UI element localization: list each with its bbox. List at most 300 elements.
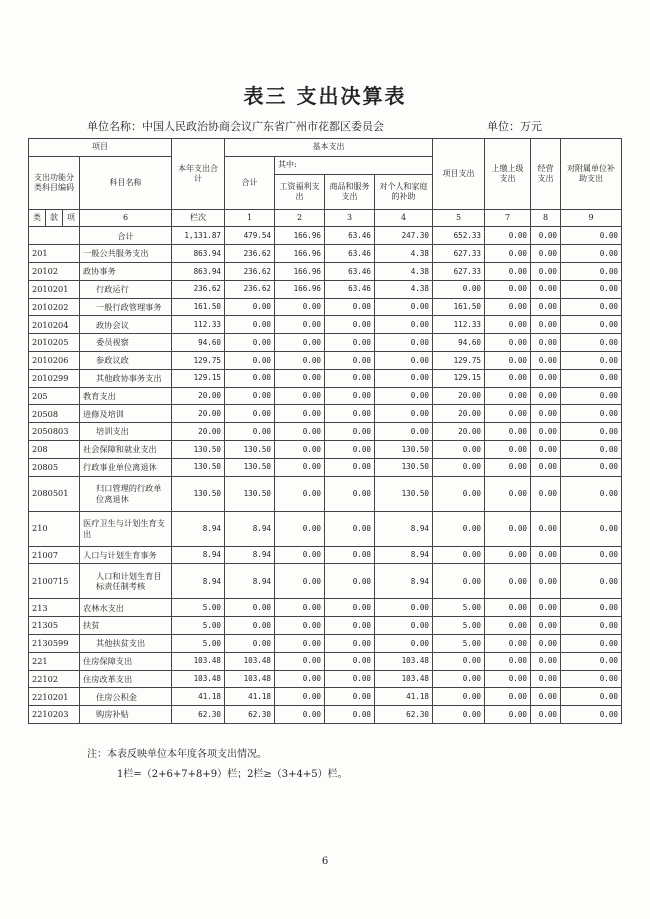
table-row [29, 634, 622, 652]
row-value-col-8: 0.00 [531, 564, 561, 599]
row-value-col-9: 0.00 [561, 351, 622, 369]
row-value-col-8: 0.00 [531, 298, 561, 316]
row-value-col-8: 0.00 [531, 351, 561, 369]
row-code: 208 [29, 440, 80, 458]
row-code: 21305 [29, 617, 80, 635]
table-row [29, 280, 622, 298]
row-name: 教育支出 [80, 387, 172, 405]
row-value-col-1: 20.00 [172, 423, 225, 441]
row-value-col-2: 8.94 [225, 564, 275, 599]
row-name: 医疗卫生与计划生育支出 [80, 511, 172, 546]
row-value-col-4: 0.00 [325, 298, 375, 316]
row-code: 213 [29, 599, 80, 617]
row-name: 合计 [80, 227, 172, 245]
header-xiang: 项 [63, 209, 80, 227]
table-row [29, 599, 622, 617]
row-value-col-7: 0.00 [485, 280, 531, 298]
row-value-col-5: 130.50 [375, 440, 433, 458]
row-value-col-6: 129.75 [433, 351, 485, 369]
row-value-col-3: 0.00 [275, 440, 325, 458]
row-value-col-4: 0.00 [325, 599, 375, 617]
row-value-col-2: 103.48 [225, 652, 275, 670]
header-kuan: 款 [46, 209, 63, 227]
header-col-3: 3 [325, 209, 375, 227]
row-value-col-4: 0.00 [325, 634, 375, 652]
row-value-col-6: 0.00 [433, 670, 485, 688]
row-value-col-3: 0.00 [275, 405, 325, 423]
row-value-col-5: 0.00 [375, 334, 433, 352]
header-col-1: 1 [225, 209, 275, 227]
table-header [29, 139, 622, 227]
row-value-col-9: 0.00 [561, 334, 622, 352]
row-value-col-5: 103.48 [375, 670, 433, 688]
row-value-col-5: 0.00 [375, 316, 433, 334]
row-value-col-5: 0.00 [375, 351, 433, 369]
table-row [29, 227, 622, 245]
row-value-col-2: 0.00 [225, 617, 275, 635]
row-value-col-8: 0.00 [531, 706, 561, 724]
row-value-col-1: 863.94 [172, 262, 225, 280]
row-value-col-4: 0.00 [325, 458, 375, 476]
row-value-col-7: 0.00 [485, 298, 531, 316]
unit-line [87, 118, 547, 134]
row-value-col-7: 0.00 [485, 546, 531, 564]
row-name: 社会保障和就业支出 [80, 440, 172, 458]
row-code: 2080501 [29, 476, 80, 511]
row-value-col-6: 0.00 [433, 564, 485, 599]
row-value-col-1: 94.60 [172, 334, 225, 352]
row-value-col-4: 0.00 [325, 440, 375, 458]
row-value-col-7: 0.00 [485, 634, 531, 652]
row-value-col-6: 0.00 [433, 546, 485, 564]
row-value-col-4: 63.46 [325, 245, 375, 263]
row-value-col-6: 0.00 [433, 476, 485, 511]
row-value-col-9: 0.00 [561, 670, 622, 688]
header-basic-sum: 合计 [225, 156, 275, 209]
row-value-col-8: 0.00 [531, 688, 561, 706]
page-number: 6 [321, 856, 329, 867]
row-value-col-8: 0.00 [531, 440, 561, 458]
row-value-col-1: 20.00 [172, 387, 225, 405]
row-value-col-5: 247.30 [375, 227, 433, 245]
row-code: 20508 [29, 405, 80, 423]
row-name: 其他扶贫支出 [80, 634, 172, 652]
row-value-col-5: 0.00 [375, 405, 433, 423]
table-row [29, 652, 622, 670]
row-value-col-2: 103.48 [225, 670, 275, 688]
header-xiangmu: 项目 [29, 139, 172, 157]
table-row [29, 369, 622, 387]
header-personal: 对个人和家庭的补助 [375, 174, 433, 209]
row-value-col-3: 0.00 [275, 476, 325, 511]
row-value-col-5: 0.00 [375, 599, 433, 617]
row-value-col-6: 627.33 [433, 262, 485, 280]
row-value-col-7: 0.00 [485, 387, 531, 405]
row-code [29, 227, 80, 245]
header-lei: 类 [29, 209, 46, 227]
row-name: 政协事务 [80, 262, 172, 280]
row-value-col-7: 0.00 [485, 351, 531, 369]
row-value-col-9: 0.00 [561, 405, 622, 423]
row-value-col-2: 0.00 [225, 369, 275, 387]
row-value-col-6: 0.00 [433, 688, 485, 706]
table-row [29, 511, 622, 546]
row-value-col-7: 0.00 [485, 227, 531, 245]
row-value-col-4: 0.00 [325, 688, 375, 706]
row-value-col-3: 0.00 [275, 423, 325, 441]
row-value-col-3: 0.00 [275, 670, 325, 688]
row-value-col-2: 130.50 [225, 440, 275, 458]
row-value-col-6: 20.00 [433, 387, 485, 405]
header-col-7: 7 [485, 209, 531, 227]
row-value-col-2: 130.50 [225, 476, 275, 511]
row-value-col-5: 0.00 [375, 298, 433, 316]
row-value-col-8: 0.00 [531, 227, 561, 245]
row-value-col-1: 5.00 [172, 599, 225, 617]
row-value-col-9: 0.00 [561, 458, 622, 476]
row-value-col-5: 4.38 [375, 262, 433, 280]
row-value-col-8: 0.00 [531, 617, 561, 635]
row-value-col-7: 0.00 [485, 334, 531, 352]
row-value-col-4: 63.46 [325, 262, 375, 280]
table-notes [87, 745, 348, 785]
row-value-col-5: 41.18 [375, 688, 433, 706]
row-name: 住房改革支出 [80, 670, 172, 688]
row-value-col-8: 0.00 [531, 334, 561, 352]
row-value-col-9: 0.00 [561, 227, 622, 245]
row-value-col-4: 0.00 [325, 546, 375, 564]
row-value-col-8: 0.00 [531, 387, 561, 405]
table-row [29, 245, 622, 263]
row-value-col-7: 0.00 [485, 476, 531, 511]
row-name: 人口与计划生育事务 [80, 546, 172, 564]
row-value-col-4: 0.00 [325, 387, 375, 405]
row-value-col-8: 0.00 [531, 405, 561, 423]
row-value-col-1: 161.50 [172, 298, 225, 316]
row-value-col-4: 0.00 [325, 423, 375, 441]
row-value-col-7: 0.00 [485, 564, 531, 599]
row-value-col-5: 0.00 [375, 617, 433, 635]
header-col-5: 5 [433, 209, 485, 227]
row-value-col-9: 0.00 [561, 617, 622, 635]
row-name: 住房保障支出 [80, 652, 172, 670]
table-row [29, 670, 622, 688]
row-value-col-6: 5.00 [433, 617, 485, 635]
row-value-col-5: 0.00 [375, 634, 433, 652]
row-value-col-1: 103.48 [172, 670, 225, 688]
row-value-col-7: 0.00 [485, 423, 531, 441]
row-value-col-2: 236.62 [225, 245, 275, 263]
row-name: 购房补贴 [80, 706, 172, 724]
table-row [29, 688, 622, 706]
row-name: 人口和计划生育目标责任制考核 [80, 564, 172, 599]
row-value-col-7: 0.00 [485, 511, 531, 546]
row-value-col-1: 62.30 [172, 706, 225, 724]
row-value-col-9: 0.00 [561, 634, 622, 652]
row-value-col-1: 863.94 [172, 245, 225, 263]
row-value-col-3: 0.00 [275, 564, 325, 599]
row-value-col-3: 166.96 [275, 262, 325, 280]
row-value-col-8: 0.00 [531, 511, 561, 546]
table-row [29, 706, 622, 724]
row-value-col-5: 8.94 [375, 546, 433, 564]
row-name: 行政运行 [80, 280, 172, 298]
row-value-col-4: 63.46 [325, 280, 375, 298]
row-value-col-1: 129.15 [172, 369, 225, 387]
row-value-col-2: 236.62 [225, 280, 275, 298]
row-value-col-3: 0.00 [275, 458, 325, 476]
table-body [29, 227, 622, 724]
row-name: 扶贫 [80, 617, 172, 635]
row-value-col-3: 0.00 [275, 652, 325, 670]
row-name: 委员视察 [80, 334, 172, 352]
header-upper: 上缴上级支出 [485, 139, 531, 210]
row-value-col-2: 0.00 [225, 316, 275, 334]
row-name: 进修及培训 [80, 405, 172, 423]
row-code: 2050803 [29, 423, 80, 441]
table-row [29, 405, 622, 423]
unit-label: 单位：万元 [487, 120, 542, 133]
row-value-col-9: 0.00 [561, 316, 622, 334]
table-row [29, 476, 622, 511]
row-value-col-5: 4.38 [375, 245, 433, 263]
row-value-col-6: 161.50 [433, 298, 485, 316]
row-value-col-6: 20.00 [433, 405, 485, 423]
row-value-col-7: 0.00 [485, 245, 531, 263]
row-name: 政协会议 [80, 316, 172, 334]
row-value-col-6: 627.33 [433, 245, 485, 263]
table-row [29, 546, 622, 564]
header-code: 支出功能分类科目编码 [29, 156, 80, 209]
row-value-col-3: 0.00 [275, 298, 325, 316]
note-line-2: 1栏=（2+6+7+8+9）栏；2栏≥（3+4+5）栏。 [117, 769, 348, 780]
row-value-col-6: 0.00 [433, 706, 485, 724]
row-value-col-4: 0.00 [325, 351, 375, 369]
row-value-col-5: 0.00 [375, 387, 433, 405]
header-total: 本年支出合计 [172, 139, 225, 210]
row-value-col-3: 0.00 [275, 546, 325, 564]
row-value-col-8: 0.00 [531, 458, 561, 476]
row-value-col-4: 0.00 [325, 316, 375, 334]
row-value-col-7: 0.00 [485, 458, 531, 476]
row-value-col-5: 8.94 [375, 564, 433, 599]
table-row [29, 316, 622, 334]
row-value-col-8: 0.00 [531, 369, 561, 387]
row-value-col-9: 0.00 [561, 280, 622, 298]
row-value-col-2: 62.30 [225, 706, 275, 724]
row-value-col-5: 4.38 [375, 280, 433, 298]
row-value-col-5: 0.00 [375, 369, 433, 387]
row-code: 201 [29, 245, 80, 263]
expenditure-table [28, 138, 622, 724]
row-value-col-2: 130.50 [225, 458, 275, 476]
row-value-col-7: 0.00 [485, 369, 531, 387]
row-value-col-2: 0.00 [225, 351, 275, 369]
table-row [29, 564, 622, 599]
row-value-col-3: 0.00 [275, 634, 325, 652]
row-code: 2210203 [29, 706, 80, 724]
row-value-col-2: 8.94 [225, 511, 275, 546]
row-code: 20805 [29, 458, 80, 476]
row-value-col-9: 0.00 [561, 298, 622, 316]
row-value-col-1: 236.62 [172, 280, 225, 298]
row-value-col-1: 130.50 [172, 440, 225, 458]
row-value-col-3: 0.00 [275, 351, 325, 369]
row-value-col-7: 0.00 [485, 670, 531, 688]
row-value-col-9: 0.00 [561, 387, 622, 405]
row-value-col-9: 0.00 [561, 262, 622, 280]
row-value-col-2: 41.18 [225, 688, 275, 706]
row-value-col-2: 479.54 [225, 227, 275, 245]
row-value-col-2: 0.00 [225, 423, 275, 441]
row-value-col-4: 0.00 [325, 564, 375, 599]
row-value-col-6: 0.00 [433, 652, 485, 670]
row-name: 农林水支出 [80, 599, 172, 617]
row-value-col-1: 130.50 [172, 476, 225, 511]
row-value-col-6: 0.00 [433, 280, 485, 298]
row-value-col-9: 0.00 [561, 652, 622, 670]
row-value-col-9: 0.00 [561, 688, 622, 706]
row-value-col-3: 0.00 [275, 387, 325, 405]
row-value-col-1: 1,131.87 [172, 227, 225, 245]
row-code: 221 [29, 652, 80, 670]
row-code: 2010206 [29, 351, 80, 369]
row-code: 2010205 [29, 334, 80, 352]
row-value-col-6: 0.00 [433, 511, 485, 546]
row-value-col-9: 0.00 [561, 599, 622, 617]
row-value-col-7: 0.00 [485, 405, 531, 423]
row-code: 2010202 [29, 298, 80, 316]
row-value-col-9: 0.00 [561, 511, 622, 546]
row-value-col-8: 0.00 [531, 316, 561, 334]
row-value-col-6: 20.00 [433, 423, 485, 441]
row-value-col-7: 0.00 [485, 652, 531, 670]
row-value-col-3: 166.96 [275, 227, 325, 245]
header-basic: 基本支出 [225, 139, 433, 157]
row-code: 2010299 [29, 369, 80, 387]
row-value-col-8: 0.00 [531, 652, 561, 670]
row-name: 其他政协事务支出 [80, 369, 172, 387]
header-col-4: 4 [375, 209, 433, 227]
row-value-col-3: 0.00 [275, 316, 325, 334]
row-value-col-1: 112.33 [172, 316, 225, 334]
row-code: 21007 [29, 546, 80, 564]
row-value-col-8: 0.00 [531, 245, 561, 263]
unit-name: 单位名称：中国人民政治协商会议广东省广州市花都区委员会 [87, 120, 384, 133]
row-value-col-9: 0.00 [561, 245, 622, 263]
row-value-col-8: 0.00 [531, 262, 561, 280]
row-value-col-7: 0.00 [485, 617, 531, 635]
note-line-1: 注：本表反映单位本年度各项支出情况。 [87, 749, 267, 760]
header-col-8: 8 [531, 209, 561, 227]
row-value-col-4: 0.00 [325, 511, 375, 546]
row-value-col-2: 0.00 [225, 634, 275, 652]
row-value-col-1: 5.00 [172, 617, 225, 635]
row-value-col-5: 0.00 [375, 423, 433, 441]
row-value-col-1: 129.75 [172, 351, 225, 369]
row-value-col-6: 5.00 [433, 634, 485, 652]
row-value-col-4: 0.00 [325, 405, 375, 423]
header-lanci: 栏次 [172, 209, 225, 227]
row-name: 住房公积金 [80, 688, 172, 706]
table-row [29, 423, 622, 441]
row-value-col-4: 0.00 [325, 476, 375, 511]
row-value-col-5: 103.48 [375, 652, 433, 670]
row-code: 2010204 [29, 316, 80, 334]
row-value-col-7: 0.00 [485, 440, 531, 458]
row-code: 205 [29, 387, 80, 405]
row-value-col-9: 0.00 [561, 706, 622, 724]
row-name: 培训支出 [80, 423, 172, 441]
table-row [29, 458, 622, 476]
row-value-col-7: 0.00 [485, 599, 531, 617]
row-value-col-2: 0.00 [225, 387, 275, 405]
row-name: 参政议政 [80, 351, 172, 369]
header-business: 经营支出 [531, 139, 561, 210]
row-value-col-4: 0.00 [325, 617, 375, 635]
row-value-col-2: 236.62 [225, 262, 275, 280]
row-value-col-3: 0.00 [275, 599, 325, 617]
row-value-col-8: 0.00 [531, 670, 561, 688]
table-row [29, 440, 622, 458]
table-row [29, 262, 622, 280]
row-value-col-4: 0.00 [325, 670, 375, 688]
row-value-col-4: 0.00 [325, 706, 375, 724]
row-value-col-7: 0.00 [485, 706, 531, 724]
row-value-col-3: 0.00 [275, 706, 325, 724]
table-row [29, 617, 622, 635]
row-value-col-8: 0.00 [531, 599, 561, 617]
row-value-col-8: 0.00 [531, 546, 561, 564]
row-value-col-4: 0.00 [325, 369, 375, 387]
row-value-col-6: 112.33 [433, 316, 485, 334]
header-name: 科目名称 [80, 156, 172, 209]
row-value-col-3: 166.96 [275, 245, 325, 263]
header-qizhong: 其中: [275, 156, 433, 174]
row-value-col-1: 20.00 [172, 405, 225, 423]
row-code: 2130599 [29, 634, 80, 652]
header-subsidy: 对附属单位补助支出 [561, 139, 622, 210]
row-value-col-5: 8.94 [375, 511, 433, 546]
row-value-col-9: 0.00 [561, 546, 622, 564]
row-code: 2010201 [29, 280, 80, 298]
row-value-col-8: 0.00 [531, 423, 561, 441]
row-value-col-6: 0.00 [433, 440, 485, 458]
row-value-col-2: 0.00 [225, 298, 275, 316]
row-code: 20102 [29, 262, 80, 280]
row-value-col-2: 0.00 [225, 599, 275, 617]
row-value-col-5: 62.30 [375, 706, 433, 724]
row-value-col-3: 0.00 [275, 369, 325, 387]
row-code: 210 [29, 511, 80, 546]
row-code: 2100715 [29, 564, 80, 599]
row-value-col-2: 8.94 [225, 546, 275, 564]
row-value-col-3: 0.00 [275, 334, 325, 352]
row-value-col-6: 652.33 [433, 227, 485, 245]
table-row [29, 334, 622, 352]
row-value-col-9: 0.00 [561, 564, 622, 599]
table-row [29, 387, 622, 405]
header-col-6: 6 [80, 209, 172, 227]
row-value-col-1: 8.94 [172, 564, 225, 599]
row-value-col-3: 0.00 [275, 511, 325, 546]
row-value-col-6: 94.60 [433, 334, 485, 352]
row-value-col-6: 129.15 [433, 369, 485, 387]
header-col-9: 9 [561, 209, 622, 227]
row-value-col-1: 41.18 [172, 688, 225, 706]
header-goods: 商品和服务支出 [325, 174, 375, 209]
row-value-col-3: 0.00 [275, 688, 325, 706]
